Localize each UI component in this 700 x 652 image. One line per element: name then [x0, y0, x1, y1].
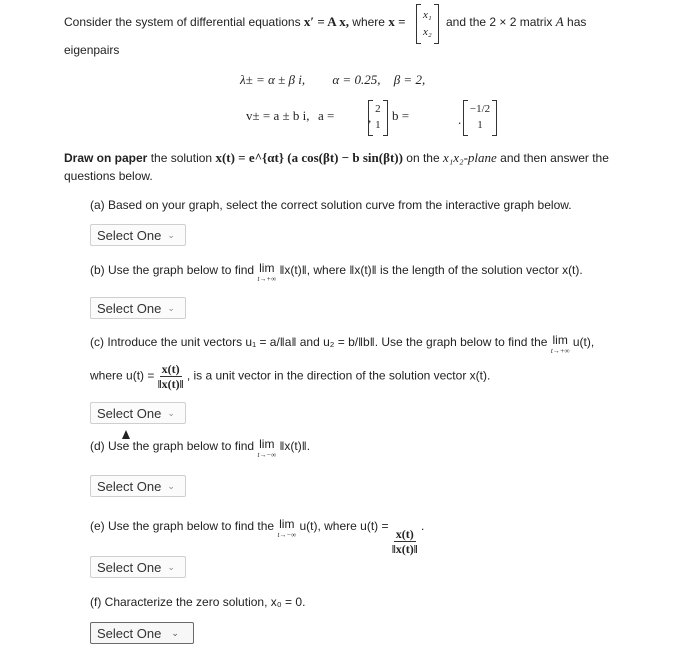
a2-entry: 1: [375, 119, 381, 131]
fraction-denominator: ‖x(t)‖: [391, 542, 418, 556]
right-bracket: [492, 100, 497, 136]
question-c-limit-target: u(t),: [572, 335, 595, 349]
question-b-intro: (b) Use the graph below to find: [90, 263, 255, 277]
eigenvalue-line: [240, 72, 425, 88]
limit-subscript: t→−∞: [277, 531, 297, 539]
unit-vector-fraction: [158, 362, 184, 391]
alpha-value: α = 0.25,: [332, 72, 381, 87]
right-bracket: [434, 4, 439, 44]
question-c-where-line: [90, 362, 490, 391]
question-e-end: .: [420, 519, 425, 533]
x-vector: [416, 4, 439, 44]
question-b-text: [90, 262, 583, 283]
question-c-intro: (c) Introduce the unit vectors u₁ = a/‖a‖ and u₂ = b/‖b‖. Use the graph below to find the: [90, 335, 548, 349]
lim-text: lim: [552, 333, 568, 347]
lambda-expression: λ± = α ± β i,: [240, 72, 306, 87]
draw-on-paper: Draw on paper: [64, 151, 148, 165]
b2-entry: 1: [477, 119, 483, 131]
matrix-text: and the 2 × 2 matrix: [446, 15, 553, 29]
limit-symbol: [257, 262, 276, 283]
question-e-mid: u(t), where u(t) =: [299, 519, 389, 533]
left-bracket: [463, 100, 468, 136]
limit-symbol: [551, 334, 570, 355]
limit-symbol: [257, 438, 276, 459]
lim-text: lim: [279, 517, 295, 531]
question-d-rest: ‖x(t)‖.: [279, 439, 311, 453]
x1-entry: x₁: [423, 9, 432, 21]
on-text: on the: [406, 151, 440, 165]
b-label: b =: [392, 108, 410, 123]
b-vector: [463, 100, 497, 136]
intro-text: Consider the system of differential equations: [64, 15, 301, 29]
chevron-down-icon: ⌄: [167, 480, 175, 491]
limit-symbol: [277, 518, 296, 539]
question-d-select[interactable]: [90, 475, 186, 497]
b1-entry: −1/2: [469, 103, 491, 115]
lim-text: lim: [259, 437, 275, 451]
select-label: Select One: [97, 300, 162, 316]
intro-line: [64, 14, 406, 30]
mouse-cursor-icon: [122, 430, 130, 439]
select-label: Select One: [97, 227, 162, 243]
fraction-numerator: x(t): [395, 527, 414, 541]
select-label: Select One: [97, 625, 162, 641]
period: .: [458, 112, 462, 127]
question-c-select[interactable]: [90, 402, 186, 424]
question-c-rest: , is a unit vector in the direction of the solution vector x(t).: [186, 368, 491, 383]
answer-text: and then answer the: [500, 151, 609, 165]
beta-value: β = 2,: [393, 72, 426, 87]
eigenvector-expression: v± = a ± b i,: [246, 108, 310, 123]
question-d-intro: (d) Use the graph below to find: [90, 439, 255, 453]
chevron-down-icon: ⌄: [167, 302, 175, 313]
question-e-intro: (e) Use the graph below to find the: [90, 519, 275, 533]
question-f-text: (f) Characterize the zero solution, x₀ = 0.: [90, 595, 306, 609]
comma: ,: [368, 110, 372, 125]
unit-vector-fraction: [392, 527, 418, 556]
system-equation: x′ = A x,: [303, 14, 349, 29]
has-text: has: [567, 15, 587, 29]
limit-subscript: t→+∞: [257, 275, 277, 283]
chevron-down-icon: ⌄: [167, 229, 175, 240]
chevron-down-icon: ⌄: [167, 561, 175, 572]
select-label: Select One: [97, 559, 162, 575]
a-label: a =: [318, 108, 335, 123]
fraction-numerator: x(t): [161, 362, 180, 376]
question-e-select[interactable]: [90, 556, 186, 578]
limit-subscript: t→−∞: [257, 451, 277, 459]
left-bracket: [416, 4, 421, 44]
x2-entry: x₂: [423, 26, 432, 38]
draw-text: the solution: [150, 151, 213, 165]
question-b-select[interactable]: [90, 297, 186, 319]
where-u-text: where u(t) =: [90, 368, 155, 383]
eigenpairs-text: eigenpairs: [64, 43, 120, 57]
a1-entry: 2: [375, 103, 381, 115]
limit-subscript: t→+∞: [550, 347, 570, 355]
solution-formula: x(t) = e^{αt} (a cos(βt) − b sin(βt)): [215, 150, 403, 165]
x-vector-label: x =: [388, 14, 406, 29]
question-c-text: [90, 334, 594, 355]
question-d-text: [90, 438, 310, 459]
select-label: Select One: [97, 405, 162, 421]
question-f-select[interactable]: [90, 622, 194, 644]
question-b-rest: ‖x(t)‖, where ‖x(t)‖ is the length of the solution vector x(t).: [279, 263, 583, 277]
questions-below: questions below.: [64, 169, 153, 183]
chevron-down-icon: ⌄: [167, 407, 175, 418]
right-bracket: [383, 100, 388, 136]
question-a-text: (a) Based on your graph, select the correct solution curve from the interactive graph below.: [90, 198, 572, 212]
lim-text: lim: [259, 261, 275, 275]
question-e-text: [90, 518, 424, 556]
draw-line: [64, 150, 609, 166]
intro-line-end: [446, 14, 586, 30]
fraction-denominator: ‖x(t)‖: [157, 377, 184, 391]
plane-label: x₁x₂-plane: [443, 150, 497, 165]
question-a-select[interactable]: [90, 224, 186, 246]
matrix-A: A: [555, 14, 564, 29]
select-label: Select One: [97, 478, 162, 494]
where-text: where: [352, 15, 385, 29]
chevron-down-icon: ⌄: [171, 627, 179, 638]
